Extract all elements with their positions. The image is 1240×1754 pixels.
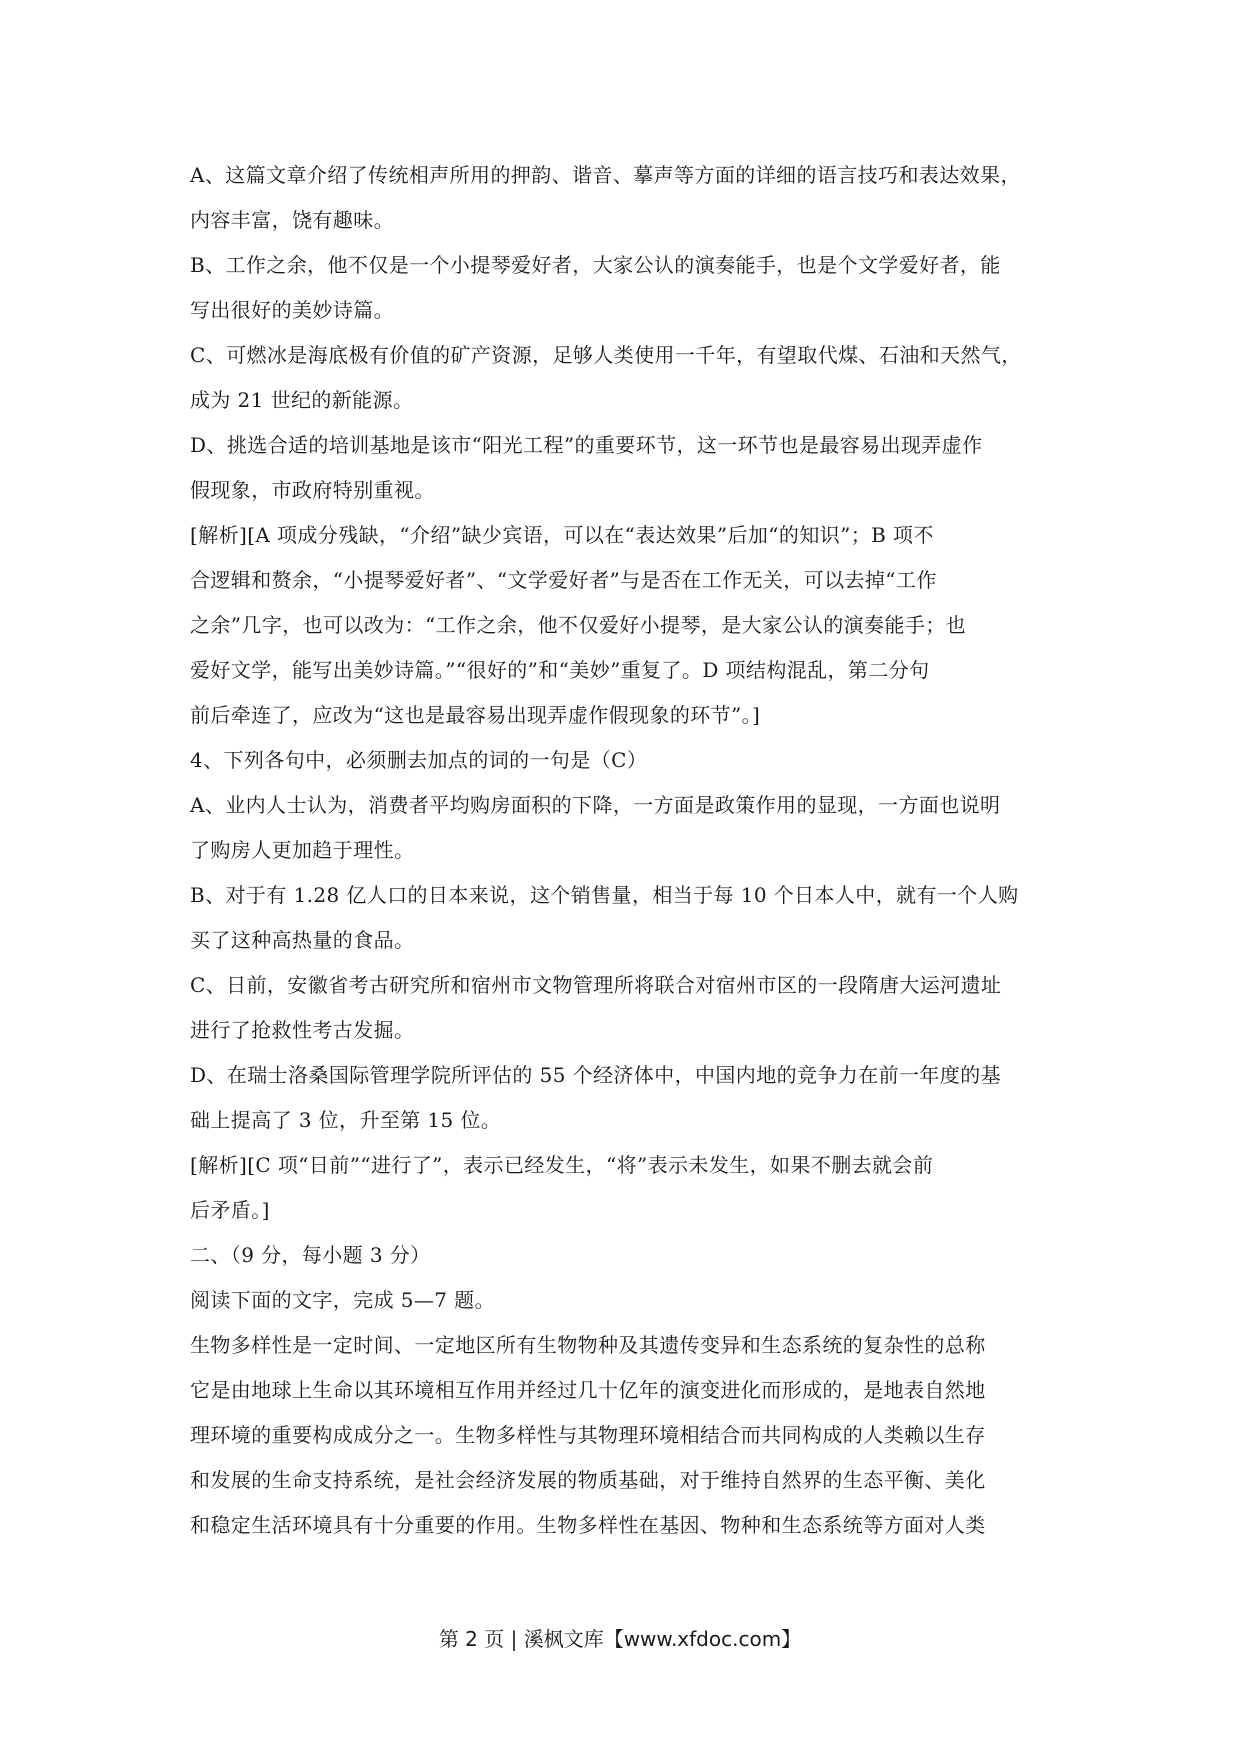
analysis-line: 后矛盾。] bbox=[190, 1198, 270, 1222]
analysis-line: [解析][A 项成分残缺，“介绍”缺少宾语，可以在“表达效果”后加“的知识”；B 项不 bbox=[190, 523, 934, 547]
page-footer: 第 2 页 | 溪枫文库【www.xfdoc.com】 bbox=[438, 1627, 802, 1651]
text-line: B、对于有 1.28 亿人口的日本来说，这个销售量，相当于每 10 个日本人中，就有一个人购 bbox=[190, 883, 1019, 907]
text-line: C、可燃冰是海底极有价值的矿产资源，足够人类使用一千年，有望取代煤、石油和天然气， bbox=[190, 343, 1022, 367]
passage-line: 和发展的生命支持系统，是社会经济发展的物质基础，对于维持自然界的生态平衡、美化 bbox=[190, 1468, 986, 1492]
analysis-line: 前后牵连了，应改为“这也是最容易出现弄虚作假现象的环节”。] bbox=[190, 703, 761, 727]
section-heading: 二、（9 分，每小题 3 分） bbox=[190, 1243, 431, 1267]
analysis-line: 合逻辑和赘余，“小提琴爱好者”、“文学爱好者”与是否在工作无关，可以去掉“工作 bbox=[190, 568, 937, 592]
text-line: 进行了抢救性考古发掘。 bbox=[190, 1018, 415, 1042]
text-line: D、挑选合适的培训基地是该市“阳光工程”的重要环节，这一环节也是最容易出现弄虚作 bbox=[190, 433, 983, 457]
instruction-line: 阅读下面的文字，完成 5—7 题。 bbox=[190, 1288, 495, 1312]
text-line: C、日前，安徽省考古研究所和宿州市文物管理所将联合对宿州市区的一段隋唐大运河遗址 bbox=[190, 973, 1002, 997]
document-body bbox=[190, 160, 1070, 1555]
text-line: A、业内人士认为，消费者平均购房面积的下降，一方面是政策作用的显现，一方面也说明 bbox=[190, 793, 1001, 817]
text-line: 假现象，市政府特别重视。 bbox=[190, 478, 435, 502]
question-line: 4、下列各句中，必须删去加点的词的一句是（C） bbox=[190, 748, 648, 772]
analysis-line: 爱好文学，能写出美妙诗篇。”“很好的”和“美妙”重复了。D 项结构混乱，第二分句 bbox=[190, 658, 930, 682]
text-line: 了购房人更加趋于理性。 bbox=[190, 838, 415, 862]
text-line: D、在瑞士洛桑国际管理学院所评估的 55 个经济体中，中国内地的竞争力在前一年度的基 bbox=[190, 1063, 1001, 1087]
text-line: B、工作之余，他不仅是一个小提琴爱好者，大家公认的演奏能手，也是个文学爱好者，能 bbox=[190, 253, 1001, 277]
text-line: 成为 21 世纪的新能源。 bbox=[190, 388, 414, 412]
analysis-line: 之余”几字，也可以改为：“工作之余，他不仅爱好小提琴，是大家公认的演奏能手；也 bbox=[190, 613, 967, 637]
passage-line: 它是由地球上生命以其环境相互作用并经过几十亿年的演变进化而形成的，是地表自然地 bbox=[190, 1378, 986, 1402]
text-line: A、这篇文章介绍了传统相声所用的押韵、谐音、摹声等方面的详细的语言技巧和表达效果， bbox=[190, 163, 1021, 187]
passage-line: 理环境的重要构成成分之一。生物多样性与其物理环境相结合而共同构成的人类赖以生存 bbox=[190, 1423, 986, 1447]
text-line: 写出很好的美妙诗篇。 bbox=[190, 298, 394, 322]
passage-line: 生物多样性是一定时间、一定地区所有生物物种及其遗传变异和生态系统的复杂性的总称 bbox=[190, 1333, 986, 1357]
passage-line: 和稳定生活环境具有十分重要的作用。生物多样性在基因、物种和生态系统等方面对人类 bbox=[190, 1513, 986, 1537]
analysis-line: [解析][C 项“日前”“进行了”，表示已经发生，“将”表示未发生，如果不删去就会前 bbox=[190, 1153, 934, 1177]
text-line: 买了这种高热量的食品。 bbox=[190, 928, 415, 952]
text-line: 内容丰富，饶有趣味。 bbox=[190, 208, 394, 232]
text-line: 础上提高了 3 位，升至第 15 位。 bbox=[190, 1108, 502, 1132]
